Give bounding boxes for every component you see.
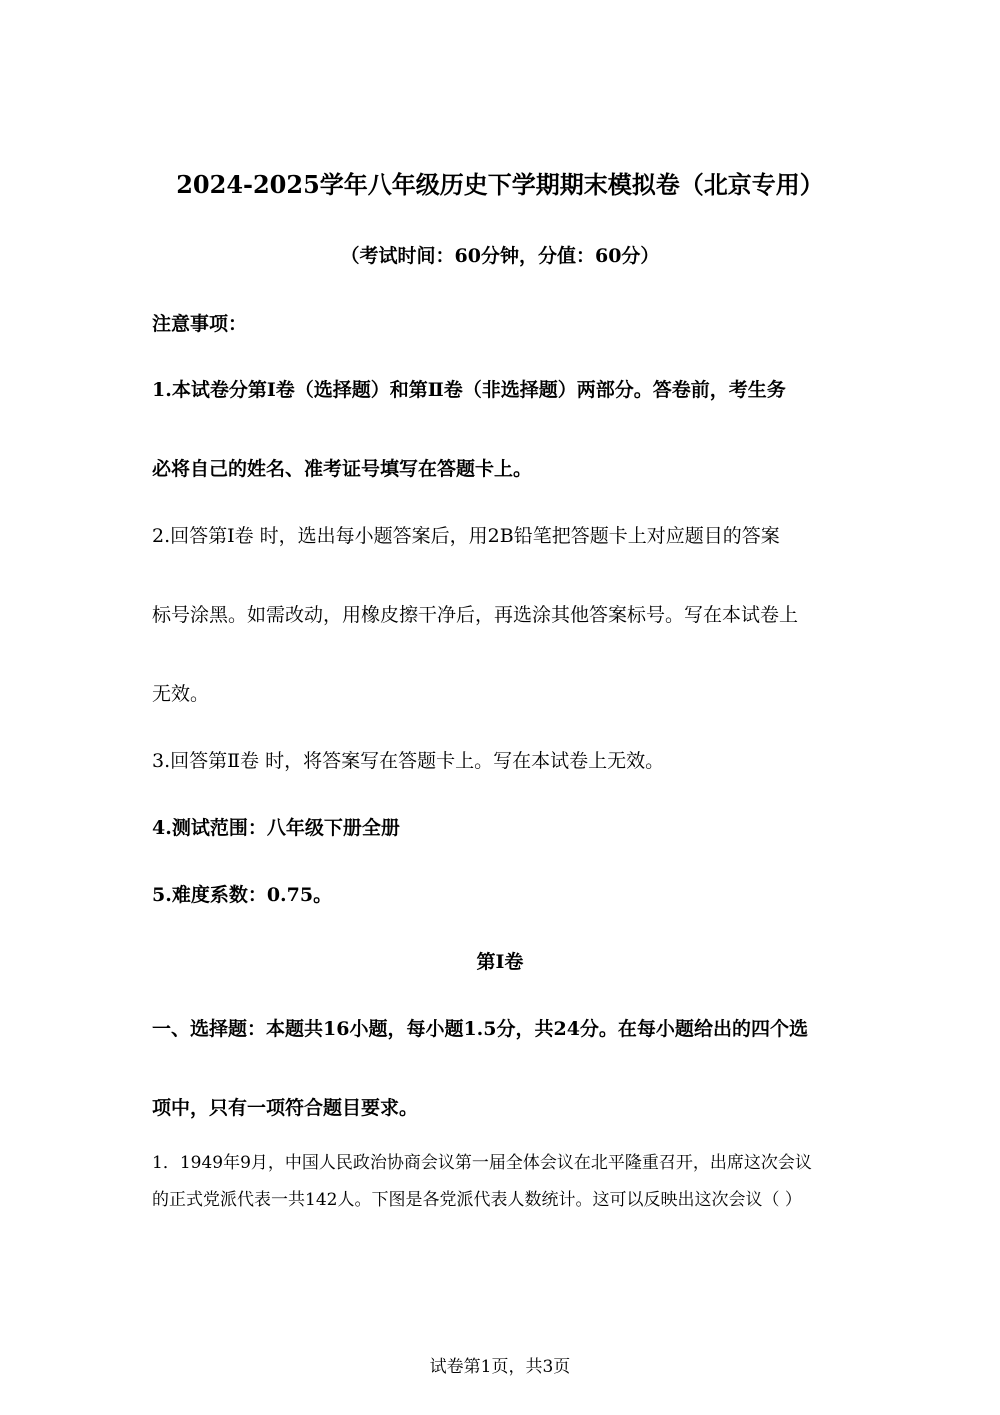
notice-heading: 注意事项： — [152, 313, 248, 335]
notice-line-4: 标号涂黑。如需改动，用橡皮擦干净后，再选涂其他答案标号。写在本试卷上 — [152, 604, 799, 626]
notice-line-2: 必将自己的姓名、准考证号填写在答题卡上。 — [152, 458, 533, 480]
page-footer: 试卷第1页，共3页 — [429, 1357, 571, 1377]
notice-line-8: 5.难度系数：0.75。 — [152, 884, 333, 906]
notice-line-7: 4.测试范围：八年级下册全册 — [152, 817, 400, 839]
question-1-line-1: 1．1949年9月，中国人民政治协商会议第一届全体会议在北平隆重召开，出席这次会议 — [152, 1153, 812, 1173]
notice-line-3: 2.回答第Ⅰ卷 时，选出每小题答案后，用2B铅笔把答题卡上对应题目的答案 — [152, 525, 780, 547]
exam-subtitle: （考试时间：60分钟，分值：60分） — [340, 245, 660, 267]
part-heading-line-1: 一、选择题：本题共16小题，每小题1.5分，共24分。在每小题给出的四个选 — [152, 1018, 808, 1040]
notice-line-1: 1.本试卷分第Ⅰ卷（选择题）和第Ⅱ卷（非选择题）两部分。答卷前，考生务 — [152, 379, 786, 401]
section-title: 第Ⅰ卷 — [476, 951, 524, 973]
page-title: 2024-2025学年八年级历史下学期期末模拟卷（北京专用） — [176, 170, 824, 199]
notice-line-6: 3.回答第Ⅱ卷 时，将答案写在答题卡上。写在本试卷上无效。 — [152, 750, 665, 772]
question-1-line-2: 的正式党派代表一共142人。下图是各党派代表人数统计。这可以反映出这次会议（ ） — [152, 1190, 802, 1210]
part-heading-line-2: 项中，只有一项符合题目要求。 — [152, 1097, 419, 1119]
notice-line-5: 无效。 — [152, 683, 210, 705]
